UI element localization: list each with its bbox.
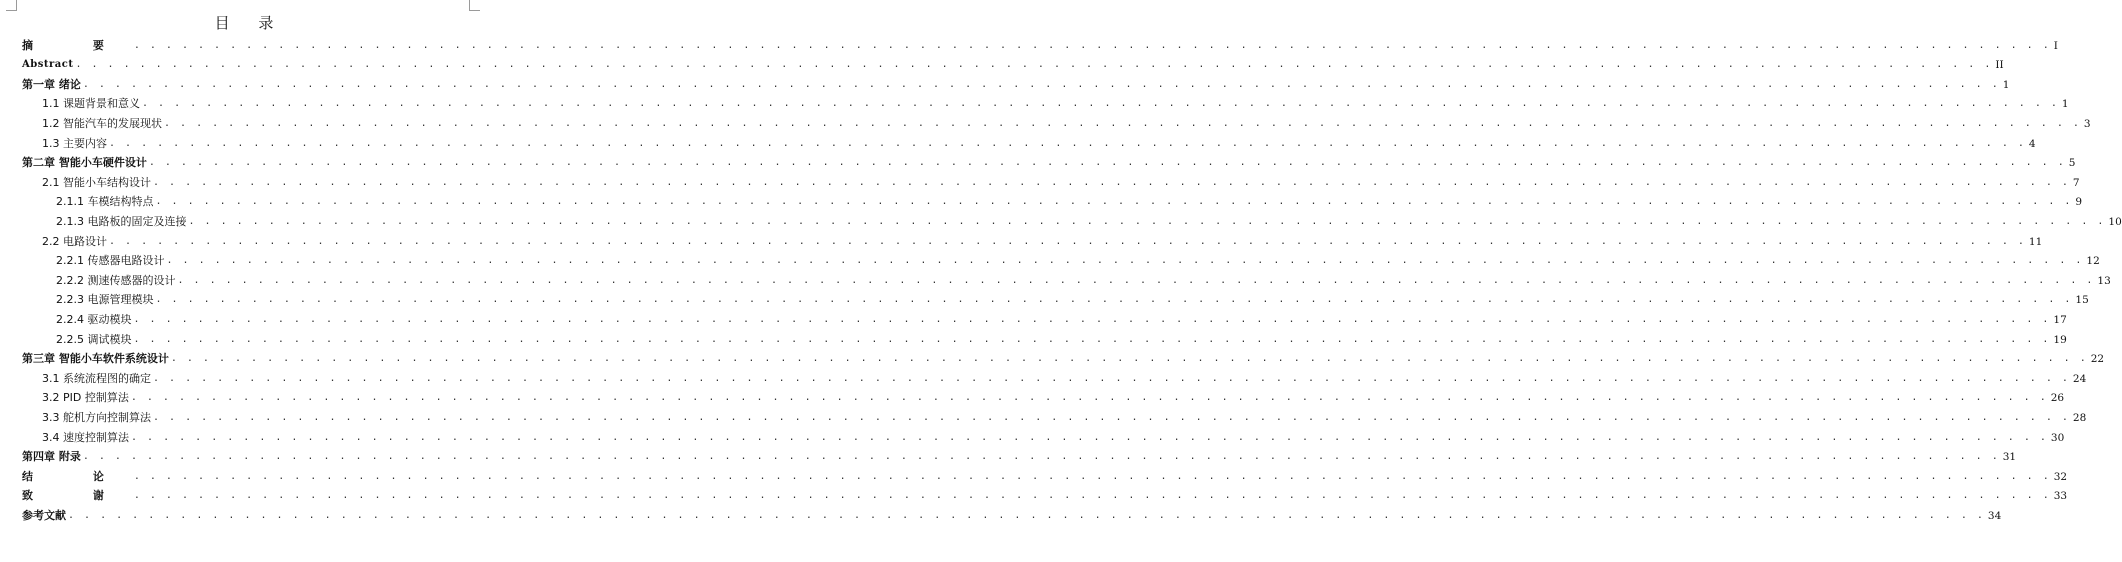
dot-leader: . . . . . . . . . . . . . . . . . . . . . . . . . . . . . . . . . . . . . . . . . . . . . . . . . . . . . . . . . . . . . . . . . . . . . . . . . . . . . . . . . . . . . . . . . . . . . . . . . . . . . . . . . . . . . . . . . . . . . . . . — [82, 451, 2000, 463]
toc-entry[interactable] — [42, 425, 2065, 445]
toc-entry-label: 摘 要 — [22, 38, 132, 52]
page-corner-mark-right — [469, 0, 480, 11]
toc-entry-page-number: 24 — [2072, 372, 2087, 385]
dot-leader: . . . . . . . . . . . . . . . . . . . . . . . . . . . . . . . . . . . . . . . . . . . . . . . . . . . . . . . . . . . . . . . . . . . . . . . . . . . . . . . . . . . . . . . . . . . . . . . . . . . . . . . . . . . . . . . . . . . . . . . . — [155, 196, 2073, 208]
toc-entry-page-number: 34 — [1987, 509, 2002, 522]
toc-entry-page-number: II — [1995, 59, 2004, 72]
toc-entry-label: 1.1 课题背景和意义 — [42, 97, 140, 111]
toc-entry[interactable] — [42, 170, 2080, 190]
toc-entry[interactable] — [22, 347, 2105, 367]
toc-entry[interactable] — [42, 111, 2091, 131]
toc-entry-page-number: 4 — [2028, 137, 2036, 150]
toc-entry-label: 3.2 PID 控制算法 — [42, 391, 129, 405]
dot-leader: . . . . . . . . . . . . . . . . . . . . . . . . . . . . . . . . . . . . . . . . . . . . . . . . . . . . . . . . . . . . . . . . . . . . . . . . . . . . . . . . . . . . . . . . . . . . . . . . . . . . . . . . . . . . . . . . . . . . . . . . — [153, 411, 2070, 423]
toc-entry-page-number: 31 — [2002, 451, 2017, 464]
toc-entry-label: 3.3 舵机方向控制算法 — [42, 410, 151, 424]
toc-entry-label: 第一章 绪论 — [22, 77, 81, 91]
toc-entry-page-number: 19 — [2053, 333, 2067, 346]
toc-entry-page-number: 17 — [2053, 313, 2067, 326]
toc-entry[interactable] — [22, 445, 2017, 465]
toc-entry-page-number: 11 — [2028, 235, 2043, 248]
toc-entry-label: 2.2.3 电源管理模块 — [56, 293, 154, 307]
dot-leader: . . . . . . . . . . . . . . . . . . . . . . . . . . . . . . . . . . . . . . . . . . . . . . . . . . . . . . . . . . . . . . . . . . . . . . . . . . . . . . . . . . . . . . . . . . . . . . . . . . . . . . . . . . . . . . . . . . . . . . . . — [164, 117, 2081, 129]
toc-entry-label: Abstract — [22, 59, 74, 71]
toc-entry-page-number: 3 — [2083, 117, 2091, 130]
toc-entry[interactable] — [22, 33, 2058, 53]
toc-entry-page-number: I — [2053, 39, 2058, 52]
toc-entry-label: 2.2.1 传感器电路设计 — [56, 254, 165, 268]
toc-entry-page-number: 10 — [2108, 215, 2122, 228]
toc-entry-page-number: 1 — [2002, 78, 2010, 91]
toc-entry[interactable] — [56, 190, 2083, 210]
dot-leader: . . . . . . . . . . . . . . . . . . . . . . . . . . . . . . . . . . . . . . . . . . . . . . . . . . . . . . . . . . . . . . . . . . . . . . . . . . . . . . . . . . . . . . . . . . . . . . . . . . . . . . . . . . . . . . . . . . . . . . . . — [166, 255, 2084, 267]
toc-entry-label: 2.2.2 测速传感器的设计 — [56, 273, 176, 287]
toc-entry[interactable] — [42, 366, 2087, 386]
toc-entry-label: 3.1 系统流程图的确定 — [42, 371, 151, 385]
toc-entry-label: 2.1.3 电路板的固定及连接 — [56, 214, 187, 228]
dot-leader: . . . . . . . . . . . . . . . . . . . . . . . . . . . . . . . . . . . . . . . . . . . . . . . . . . . . . . . . . . . . . . . . . . . . . . . . . . . . . . . . . . . . . . . . . . . . . . . . . . . . . . . . . . . . . . . . . . . . . . . . — [153, 176, 2070, 188]
toc-entry-page-number: 15 — [2075, 294, 2089, 307]
toc-entry-label: 第二章 智能小车硬件设计 — [22, 156, 147, 170]
dot-leader: . . . . . . . . . . . . . . . . . . . . . . . . . . . . . . . . . . . . . . . . . . . . . . . . . . . . . . . . . . . . . . . . . . . . . . . . . . . . . . . . . . . . . . . . . . . . . . . . . . . . . . . . . . . . . . . . . . . . . . . . — [133, 39, 2051, 51]
toc-entry-label: 结 论 — [22, 469, 132, 483]
page-corner-mark-left — [6, 0, 17, 11]
toc-entry[interactable] — [42, 131, 2036, 151]
dot-leader: . . . . . . . . . . . . . . . . . . . . . . . . . . . . . . . . . . . . . . . . . . . . . . . . . . . . . . . . . . . . . . . . . . . . . . . . . . . . . . . . . . . . . . . . . . . . . . . . . . . . . . . . . . . . . . . . . . . . . . . . — [75, 59, 1993, 71]
toc-entry[interactable] — [22, 484, 2068, 504]
dot-leader: . . . . . . . . . . . . . . . . . . . . . . . . . . . . . . . . . . . . . . . . . . . . . . . . . . . . . . . . . . . . . . . . . . . . . . . . . . . . . . . . . . . . . . . . . . . . . . . . . . . . . . . . . . . . . . . . . . . . . . . . — [177, 274, 2095, 286]
dot-leader: . . . . . . . . . . . . . . . . . . . . . . . . . . . . . . . . . . . . . . . . . . . . . . . . . . . . . . . . . . . . . . . . . . . . . . . . . . . . . . . . . . . . . . . . . . . . . . . . . . . . . . . . . . . . . . . . . . . . . . . . — [155, 294, 2073, 306]
toc-entry[interactable] — [42, 386, 2065, 406]
toc-entry-page-number: 13 — [2097, 274, 2111, 287]
toc-entry[interactable] — [56, 327, 2067, 347]
toc-entry[interactable] — [42, 405, 2087, 425]
dot-leader: . . . . . . . . . . . . . . . . . . . . . . . . . . . . . . . . . . . . . . . . . . . . . . . . . . . . . . . . . . . . . . . . . . . . . . . . . . . . . . . . . . . . . . . . . . . . . . . . . . . . . . . . . . . . . . . . . . . . . . . . — [133, 490, 2051, 502]
toc-entry[interactable] — [56, 307, 2067, 327]
dot-leader: . . . . . . . . . . . . . . . . . . . . . . . . . . . . . . . . . . . . . . . . . . . . . . . . . . . . . . . . . . . . . . . . . . . . . . . . . . . . . . . . . . . . . . . . . . . . . . . . . . . . . . . . . . . . . . . . . . . . . . . . — [109, 137, 2026, 149]
toc-entry[interactable] — [22, 464, 2068, 484]
toc-entry[interactable] — [56, 209, 2122, 229]
dot-leader: . . . . . . . . . . . . . . . . . . . . . . . . . . . . . . . . . . . . . . . . . . . . . . . . . . . . . . . . . . . . . . . . . . . . . . . . . . . . . . . . . . . . . . . . . . . . . . . . . . . . . . . . . . . . . . . . . . . . . . . . — [133, 313, 2051, 325]
toc-entry-page-number: 1 — [2061, 98, 2069, 111]
dot-leader: . . . . . . . . . . . . . . . . . . . . . . . . . . . . . . . . . . . . . . . . . . . . . . . . . . . . . . . . . . . . . . . . . . . . . . . . . . . . . . . . . . . . . . . . . . . . . . . . . . . . . . . . . . . . . . . . . . . . . . . . — [148, 157, 2066, 169]
toc-entry[interactable] — [22, 151, 2076, 171]
toc-entry-label: 第三章 智能小车软件系统设计 — [22, 352, 169, 366]
toc-entry-page-number: 22 — [2090, 353, 2105, 366]
dot-leader: . . . . . . . . . . . . . . . . . . . . . . . . . . . . . . . . . . . . . . . . . . . . . . . . . . . . . . . . . . . . . . . . . . . . . . . . . . . . . . . . . . . . . . . . . . . . . . . . . . . . . . . . . . . . . . . . . . . . . . . . — [68, 509, 1985, 521]
toc-entry-label: 2.1 智能小车结构设计 — [42, 175, 151, 189]
toc-entry-label: 2.2 电路设计 — [42, 234, 107, 248]
toc-entry[interactable] — [56, 288, 2089, 308]
dot-leader: . . . . . . . . . . . . . . . . . . . . . . . . . . . . . . . . . . . . . . . . . . . . . . . . . . . . . . . . . . . . . . . . . . . . . . . . . . . . . . . . . . . . . . . . . . . . . . . . . . . . . . . . . . . . . . . . . . . . . . . . — [133, 470, 2051, 482]
toc-entry[interactable] — [56, 268, 2111, 288]
toc-entry-page-number: 7 — [2072, 176, 2080, 189]
toc-entry[interactable] — [22, 53, 2004, 73]
toc-entry[interactable] — [42, 229, 2043, 249]
toc-entry-label: 参考文献 — [22, 508, 66, 522]
dot-leader: . . . . . . . . . . . . . . . . . . . . . . . . . . . . . . . . . . . . . . . . . . . . . . . . . . . . . . . . . . . . . . . . . . . . . . . . . . . . . . . . . . . . . . . . . . . . . . . . . . . . . . . . . . . . . . . . . . . . . . . . — [133, 333, 2051, 345]
toc-entry-page-number: 26 — [2050, 392, 2065, 405]
dot-leader: . . . . . . . . . . . . . . . . . . . . . . . . . . . . . . . . . . . . . . . . . . . . . . . . . . . . . . . . . . . . . . . . . . . . . . . . . . . . . . . . . . . . . . . . . . . . . . . . . . . . . . . . . . . . . . . . . . . . . . . . — [109, 235, 2026, 247]
toc-entry[interactable] — [56, 249, 2100, 269]
toc-entry-label: 2.2.5 调试模块 — [56, 332, 132, 346]
toc-entry-page-number: 5 — [2068, 157, 2076, 170]
dot-leader: . . . . . . . . . . . . . . . . . . . . . . . . . . . . . . . . . . . . . . . . . . . . . . . . . . . . . . . . . . . . . . . . . . . . . . . . . . . . . . . . . . . . . . . . . . . . . . . . . . . . . . . . . . . . . . . . . . . . . . . . — [170, 353, 2088, 365]
toc-entry-page-number: 12 — [2086, 255, 2100, 268]
toc-entry-page-number: 33 — [2053, 490, 2068, 503]
dot-leader: . . . . . . . . . . . . . . . . . . . . . . . . . . . . . . . . . . . . . . . . . . . . . . . . . . . . . . . . . . . . . . . . . . . . . . . . . . . . . . . . . . . . . . . . . . . . . . . . . . . . . . . . . . . . . . . . . . . . . . . . — [131, 431, 2048, 443]
toc-entry-label: 第四章 附录 — [22, 450, 81, 464]
toc-entry-label: 3.4 速度控制算法 — [42, 430, 129, 444]
toc-entry-page-number: 28 — [2072, 411, 2087, 424]
dot-leader: . . . . . . . . . . . . . . . . . . . . . . . . . . . . . . . . . . . . . . . . . . . . . . . . . . . . . . . . . . . . . . . . . . . . . . . . . . . . . . . . . . . . . . . . . . . . . . . . . . . . . . . . . . . . . . . . . . . . . . . . — [188, 215, 2106, 227]
toc-entry-page-number: 32 — [2053, 470, 2068, 483]
dot-leader: . . . . . . . . . . . . . . . . . . . . . . . . . . . . . . . . . . . . . . . . . . . . . . . . . . . . . . . . . . . . . . . . . . . . . . . . . . . . . . . . . . . . . . . . . . . . . . . . . . . . . . . . . . . . . . . . . . . . . . . . — [130, 392, 2048, 404]
toc-entry[interactable] — [42, 92, 2069, 112]
toc-entry-page-number: 30 — [2050, 431, 2065, 444]
toc-entry[interactable] — [22, 503, 2002, 523]
toc-title: 目 录 — [214, 14, 286, 32]
toc-entry-label: 1.3 主要内容 — [42, 136, 107, 150]
dot-leader: . . . . . . . . . . . . . . . . . . . . . . . . . . . . . . . . . . . . . . . . . . . . . . . . . . . . . . . . . . . . . . . . . . . . . . . . . . . . . . . . . . . . . . . . . . . . . . . . . . . . . . . . . . . . . . . . . . . . . . . . — [142, 98, 2059, 110]
toc-entry-label: 致 谢 — [22, 489, 132, 503]
toc-entry[interactable] — [22, 72, 2010, 92]
toc-entry-label: 2.2.4 驱动模块 — [56, 312, 132, 326]
dot-leader: . . . . . . . . . . . . . . . . . . . . . . . . . . . . . . . . . . . . . . . . . . . . . . . . . . . . . . . . . . . . . . . . . . . . . . . . . . . . . . . . . . . . . . . . . . . . . . . . . . . . . . . . . . . . . . . . . . . . . . . . — [153, 372, 2070, 384]
toc-entry-label: 2.1.1 车模结构特点 — [56, 195, 154, 209]
toc-entry-page-number: 9 — [2075, 196, 2083, 209]
dot-leader: . . . . . . . . . . . . . . . . . . . . . . . . . . . . . . . . . . . . . . . . . . . . . . . . . . . . . . . . . . . . . . . . . . . . . . . . . . . . . . . . . . . . . . . . . . . . . . . . . . . . . . . . . . . . . . . . . . . . . . . . — [82, 78, 2000, 90]
toc-entry-label: 1.2 智能汽车的发展现状 — [42, 116, 162, 130]
